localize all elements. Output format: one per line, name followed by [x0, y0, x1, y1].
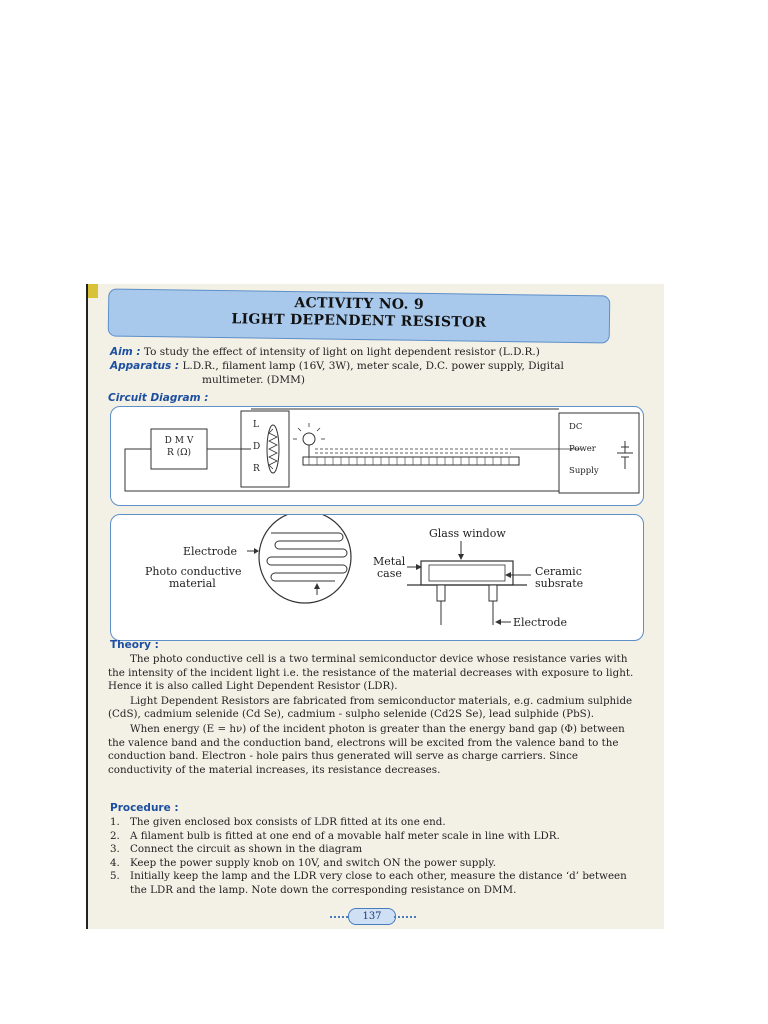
page-number-ornament-right [394, 916, 416, 918]
procedure-step [110, 830, 640, 844]
theory-body [108, 653, 638, 777]
step-text: A filament bulb is fitted at one end of a movable half meter scale in line with LDR. [130, 829, 560, 842]
right-lead-mount [489, 585, 497, 601]
step-number: 4. [110, 856, 120, 869]
procedure-step [110, 857, 640, 871]
apparatus-text-line2: multimeter. (DMM) [202, 374, 305, 386]
page-number-ornament-left [330, 916, 348, 918]
step-number: 5. [110, 870, 120, 883]
ldr-letter-r: R [253, 464, 260, 474]
electrode-arrow-head [254, 548, 259, 554]
circuit-diagram [110, 406, 644, 506]
theory-paragraph: When energy (E = hν) of the incident photon is greater than the energy band gap (Φ) between the valence band and the conduction band, electrons will be excited from the valence band to the conduction band. Electron - hole pairs thus generated will serve as charge carriers. Since conductivity of the material increases, its resistance decreases. [108, 722, 625, 776]
page-tab-marker [88, 284, 98, 298]
apparatus-text-line1: L.D.R., filament lamp (16V, 3W), meter scale, D.C. power supply, Digital [182, 360, 564, 372]
apparatus-row [110, 360, 564, 372]
photo-material-label-line1: Photo conductive [145, 565, 242, 578]
meter-scale [303, 457, 519, 465]
procedure-step [110, 870, 640, 897]
metal-case [421, 561, 513, 585]
step-text: Keep the power supply knob on 10V, and switch ON the power supply. [130, 856, 497, 869]
ldr-construction-svg [111, 515, 643, 640]
electrode-disc [259, 515, 351, 603]
photo-material-label-line2: material [169, 577, 216, 590]
aim-text: To study the effect of intensity of light on light dependent resistor (L.D.R.) [143, 346, 540, 358]
metal-case-label-line2: case [377, 567, 402, 580]
step-text: Initially keep the lamp and the LDR very close to each other, measure the distance ‘d’ between the LDR and the lamp. Note down the corresponding resistance on DMM. [130, 870, 627, 896]
procedure-step [110, 816, 640, 830]
battery-symbol [617, 441, 633, 469]
step-number: 1. [110, 816, 120, 828]
procedure-step [110, 843, 640, 857]
activity-subtitle: LIGHT DEPENDENT RESISTOR [231, 311, 487, 331]
apparatus-label: Apparatus : [110, 360, 180, 372]
circuit-diagram-label: Circuit Diagram : [108, 392, 209, 404]
ceramic-label-line1: Ceramic [535, 565, 582, 578]
circuit-diagram-svg [111, 407, 643, 505]
dc-label-line2: Power [569, 444, 596, 454]
page-number: 137 [348, 908, 396, 925]
ldr-construction-figure [110, 514, 644, 641]
ldr-letter-d: D [253, 442, 261, 452]
ldr-letter-l: L [253, 420, 259, 430]
left-lead-mount [437, 585, 445, 601]
theory-paragraph: The photo conductive cell is a two terminal semiconductor device whose resistance varies with the intensity of the incident light i.e. the resistance of the material decreases with exposure to light. Hence it is also called Light Dependent Resistor (LDR). [108, 653, 634, 693]
procedure-list [110, 816, 640, 898]
theory-heading: Theory : [110, 639, 159, 651]
book-page [86, 284, 664, 929]
activity-title: ACTIVITY NO. 9 [294, 295, 425, 313]
procedure-heading: Procedure : [110, 802, 179, 814]
dc-label-line3: Supply [569, 466, 599, 476]
aim-row [110, 346, 540, 358]
metal-case-label-line1: Metal [373, 555, 406, 568]
theory-paragraph: Light Dependent Resistors are fabricated from semiconductor materials, e.g. cadmium sulphide (CdS), cadmium selenide (Cd Se), cadmium - sulpho selenide (Cd2S Se), lead sulphide (PbS). [108, 694, 633, 721]
step-number: 3. [110, 843, 120, 856]
step-text: Connect the circuit as shown in the diagram [130, 843, 363, 856]
aim-label: Aim : [110, 346, 141, 358]
ceramic-arrow-head [505, 572, 511, 578]
step-number: 2. [110, 829, 120, 842]
ceramic-label-line2: subsrate [535, 577, 584, 590]
dc-label-line1: DC [569, 422, 583, 432]
dmm-label-line2: R (Ω) [166, 448, 192, 458]
electrode-bottom-arrow-head [495, 619, 501, 625]
glass-window-arrow-head [458, 554, 464, 560]
lamp-bulb [303, 433, 315, 445]
dmm-label-line1: D M V [164, 436, 194, 446]
activity-banner [108, 288, 611, 343]
glass-window-label: Glass window [429, 527, 506, 540]
electrode-label: Electrode [183, 545, 238, 558]
ceramic-layer [429, 565, 505, 581]
step-text: The given enclosed box consists of LDR fitted at its one end. [130, 816, 446, 828]
electrode-bottom-label: Electrode [513, 616, 568, 629]
